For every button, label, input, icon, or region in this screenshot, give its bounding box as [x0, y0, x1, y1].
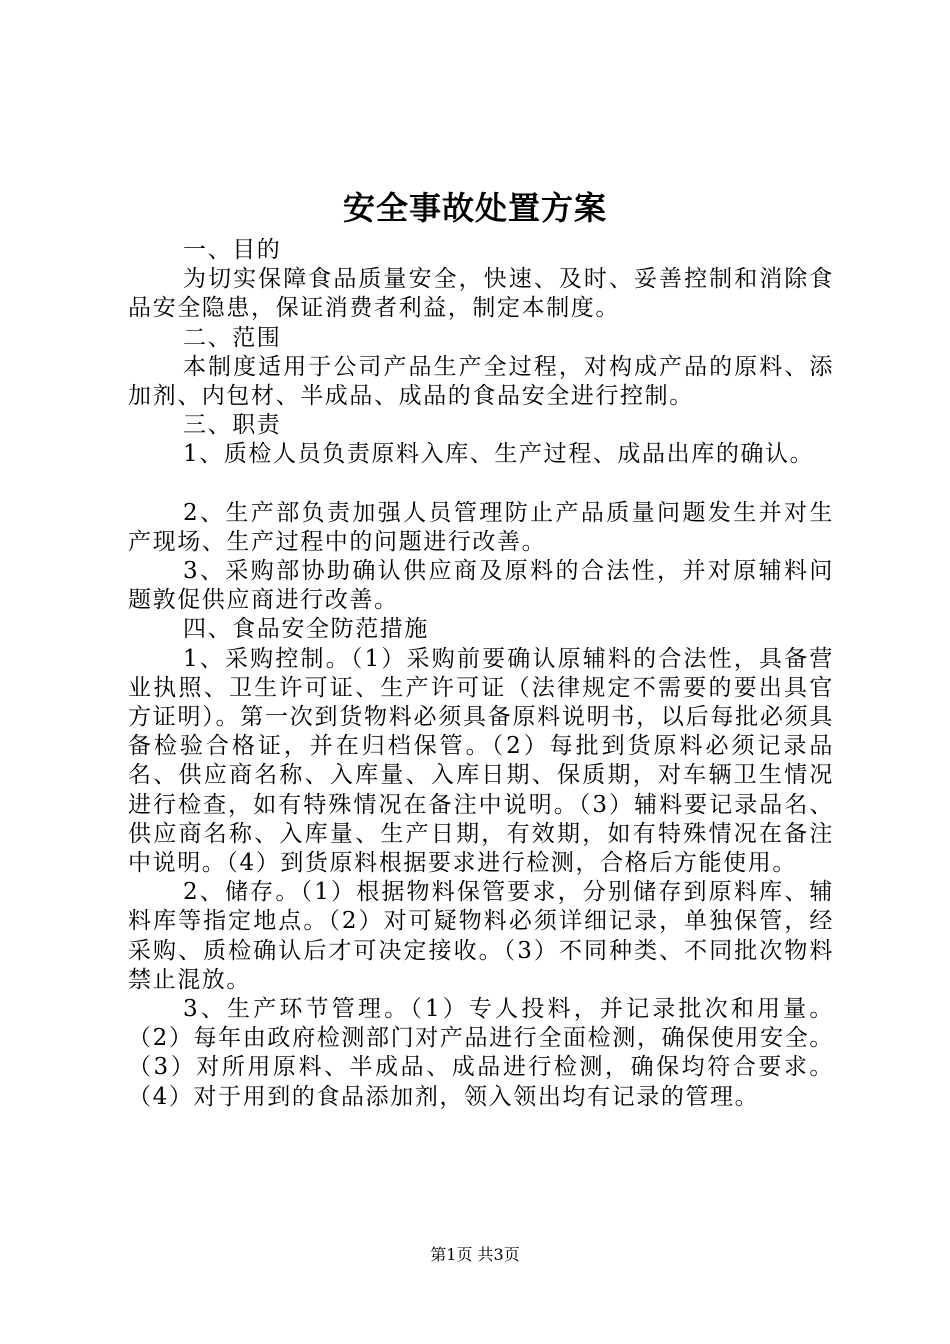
paragraph-measure-2: 2、储存。（1）根据物料保管要求，分别储存到原料库、辅料库等指定地点。（2）对可疑物料必须详细记录，单独保管，经采购、质检确认后才可决定接收。（3）不同种类、不同批次物料禁止混放。: [128, 879, 834, 993]
paragraph-measure-1: 1、采购控制。（1）采购前要确认原辅料的合法性，具备营业执照、卫生许可证、生产许可证（法律规定不需要的要出具官方证明）。第一次到货物料必须具备原料说明书，以后每批必须具备检验合格证，并在归档保管。（2）每批到货原料必须记录品名、供应商名称、入库量、入库日期、保质期，对车辆卫生情况进行检查，如有特殊情况在备注中说明。（3）辅料要记录品名、供应商名称、入库量、生产日期，有效期，如有特殊情况在备注中说明。（4）到货原料根据要求进行检测，合格后方能使用。: [128, 645, 834, 877]
page-footer: 第1页 共3页: [430, 1245, 520, 1264]
paragraph-duty-1: 1、质检人员负责原料入库、生产过程、成品出库的确认。: [183, 441, 815, 468]
paragraph-measure-3: 3、生产环节管理。（1）专人投料，并记录批次和用量。（2）每年由政府检测部门对产品进行全面检测，确保使用安全。（3）对所用原料、半成品、成品进行检测，确保均符合要求。（4）对于用到的食品添加剂，领入领出均有记录的管理。: [128, 996, 834, 1110]
section-heading-purpose: 一、目的: [183, 237, 282, 263]
blank-line: [128, 470, 834, 499]
document-title: 安全事故处置方案: [342, 189, 607, 227]
paragraph-scope: 本制度适用于公司产品生产全过程，对构成产品的原料、添加剂、内包材、半成品、成品的食品安全进行控制。: [128, 353, 834, 410]
paragraph-duty-3: 3、采购部协助确认供应商及原料的合法性，并对原辅料问题敦促供应商进行改善。: [128, 558, 834, 614]
paragraph-purpose: 为切实保障食品质量安全，快速、及时、妥善控制和消除食品安全隐患，保证消费者利益，制定本制度。: [128, 266, 834, 322]
section-heading-scope: 二、范围: [183, 324, 282, 351]
section-heading-duties: 三、职责: [183, 412, 282, 439]
section-heading-measures: 四、食品安全防范措施: [183, 616, 429, 643]
paragraph-duty-2: 2、生产部负责加强人员管理防止产品质量问题发生并对生产现场、生产过程中的问题进行改善。: [128, 499, 834, 555]
document-body: [128, 236, 834, 1112]
